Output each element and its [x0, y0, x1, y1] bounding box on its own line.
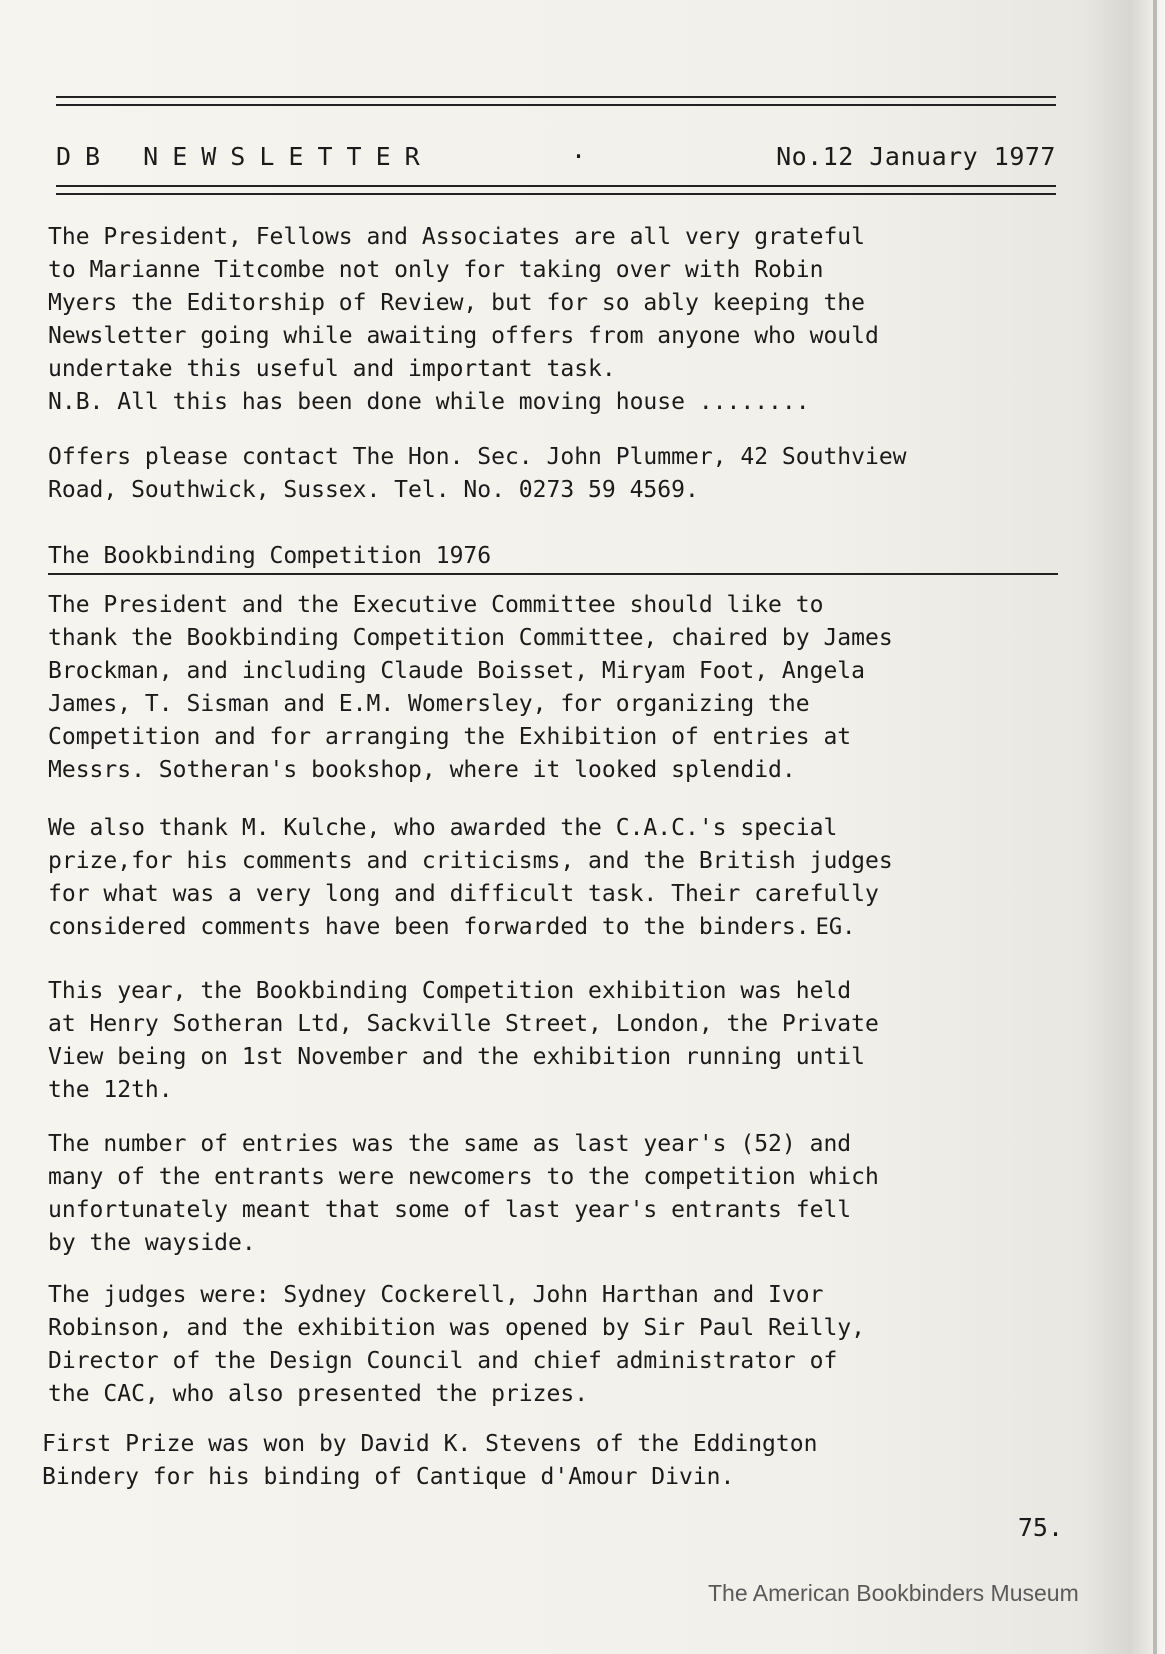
masthead-separator: · [571, 142, 587, 171]
header-rule-top-2 [56, 104, 1056, 106]
kulche-paragraph [48, 779, 1078, 944]
issue-date: No.12 January 1977 [776, 142, 1056, 171]
page-number: 75. [1017, 1513, 1063, 1542]
kulche-text: We also thank M. Kulche, who awarded the C.A.C.'s special prize,for his comments and criticisms, and the British judges for what was a very long and difficult task. Their carefully considered comments have been forwarded to the binders. [48, 815, 893, 940]
author-initials: EG. [815, 915, 856, 940]
museum-watermark: The American Bookbinders Museum [708, 1580, 1079, 1606]
intro-paragraph: The President, Fellows and Associates are all very grateful to Marianne Titcombe not only for taking over with Robin Myers the Editorship of Review, but for so ably keeping the Newsletter going while awaiting offers from anyone who would undertake this useful and important task. N.B. All this has been done while moving house ........ [48, 224, 879, 415]
first-prize-paragraph: First Prize was won by David K. Stevens of the Eddington Bindery for his binding of Cantique d'Amour Divin. [42, 1431, 818, 1490]
header-rule-bottom-2 [56, 193, 1056, 195]
header-rule-bottom-1 [56, 185, 1056, 187]
entries-paragraph: The number of entries was the same as last year's (52) and many of the entrants were newcomers to the competition which unfortunately meant that some of last year's entrants fell by the wayside. [48, 1131, 879, 1256]
section-heading-rule [48, 573, 1058, 575]
judges-paragraph: The judges were: Sydney Cockerell, John Harthan and Ivor Robinson, and the exhibition was opened by Sir Paul Reilly, Director of the Design Council and chief administrator of the CAC, who also presented the prizes. [48, 1282, 865, 1407]
thanks-paragraph: The President and the Executive Committee should like to thank the Bookbinding Competition Committee, chaired by James Brockman, and including Claude Boisset, Miryam Foot, Angela James, T. Sisman and E.M. Womersley, for organizing the Competition and for arranging the Exhibition of entries at Messrs. Sotheran's bookshop, where it looked splendid. [48, 592, 893, 783]
exhibition-paragraph: This year, the Bookbinding Competition exhibition was held at Henry Sotheran Ltd, Sackville Street, London, the Private View being on 1st November and the exhibition running until the 12th. [48, 978, 879, 1103]
header-rule-top-1 [56, 96, 1056, 98]
section-heading: The Bookbinding Competition 1976 [48, 543, 492, 569]
page-edge-shadow [1153, 0, 1157, 1654]
masthead-title: DB NEWSLETTER [56, 142, 434, 171]
newsletter-header [56, 139, 1056, 175]
offers-paragraph: Offers please contact The Hon. Sec. John Plummer, 42 Southview Road, Southwick, Sussex. Tel. No. 0273 59 4569. [48, 444, 907, 503]
